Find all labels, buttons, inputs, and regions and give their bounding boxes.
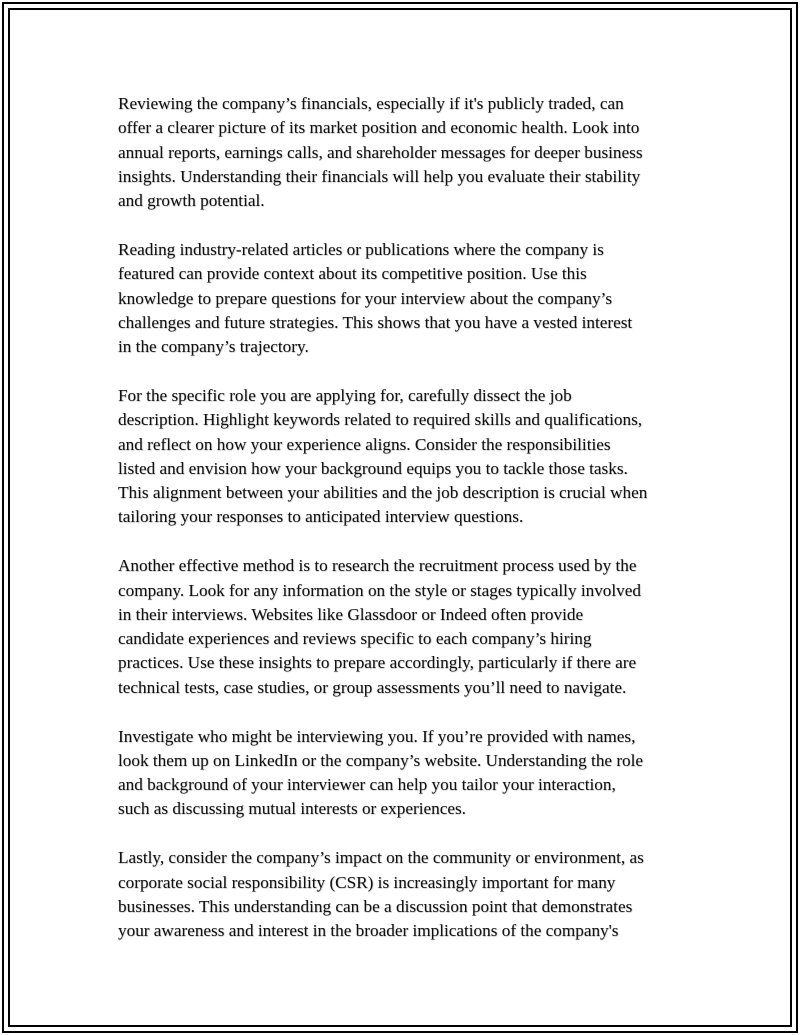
text-line: featured can provide context about its competitive position. Use this (118, 264, 587, 284)
text-line: company. Look for any information on the style or stages typically involved (118, 580, 641, 600)
text-line: Reading industry-related articles or publications where the company is (118, 239, 604, 259)
text-line: businesses. This understanding can be a discussion point that demonstrates (118, 896, 633, 916)
text-line: tailoring your responses to anticipated interview questions. (118, 507, 524, 527)
text-line: listed and envision how your background equips you to tackle those tasks. (118, 458, 628, 478)
text-line: technical tests, case studies, or group assessments you’ll need to navigate. (118, 677, 627, 697)
text-line: Another effective method is to research the recruitment process used by the (118, 556, 637, 576)
text-line: such as discussing mutual interests or experiences. (118, 799, 466, 819)
paragraph-industry-articles (118, 238, 688, 359)
text-line: practices. Use these insights to prepare accordingly, particularly if there are (118, 653, 637, 673)
text-line: look them up on LinkedIn or the company’s website. Understanding the role (118, 750, 644, 770)
text-line: candidate experiences and reviews specific to each company’s hiring (118, 629, 592, 649)
text-line: description. Highlight keywords related to required skills and qualifications, (118, 410, 643, 430)
text-line: offer a clearer picture of its market position and economic health. Look into (118, 118, 640, 138)
paragraph-job-description (118, 384, 688, 530)
text-line: knowledge to prepare questions for your interview about the company’s (118, 288, 613, 308)
text-line: annual reports, earnings calls, and shareholder messages for deeper business (118, 142, 643, 162)
text-line: Lastly, consider the company’s impact on the community or environment, as (118, 848, 644, 868)
text-line: Investigate who might be interviewing you. If you’re provided with names, (118, 726, 636, 746)
text-line: in the company’s trajectory. (118, 337, 309, 357)
paragraph-recruitment-process (118, 554, 688, 700)
text-line: and reflect on how your experience aligns. Consider the responsibilities (118, 434, 611, 454)
text-line: and growth potential. (118, 191, 265, 211)
text-line: challenges and future strategies. This shows that you have a vested interest (118, 312, 633, 332)
document-body (118, 92, 688, 968)
paragraph-interviewers (118, 725, 688, 822)
text-line: This alignment between your abilities and the job description is crucial when (118, 483, 648, 503)
text-line: Reviewing the company’s financials, especially if it's publicly traded, can (118, 94, 624, 113)
paragraph-csr (118, 846, 688, 943)
text-line: corporate social responsibility (CSR) is increasingly important for many (118, 872, 616, 892)
text-line: insights. Understanding their financials will help you evaluate their stability (118, 166, 641, 186)
text-line: your awareness and interest in the broader implications of the company's (118, 921, 619, 941)
text-line: and background of your interviewer can help you tailor your interaction, (118, 775, 616, 795)
text-line: in their interviews. Websites like Glassdoor or Indeed often provide (118, 604, 584, 624)
text-line: For the specific role you are applying for, carefully dissect the job (118, 385, 572, 405)
paragraph-financials (118, 92, 688, 213)
